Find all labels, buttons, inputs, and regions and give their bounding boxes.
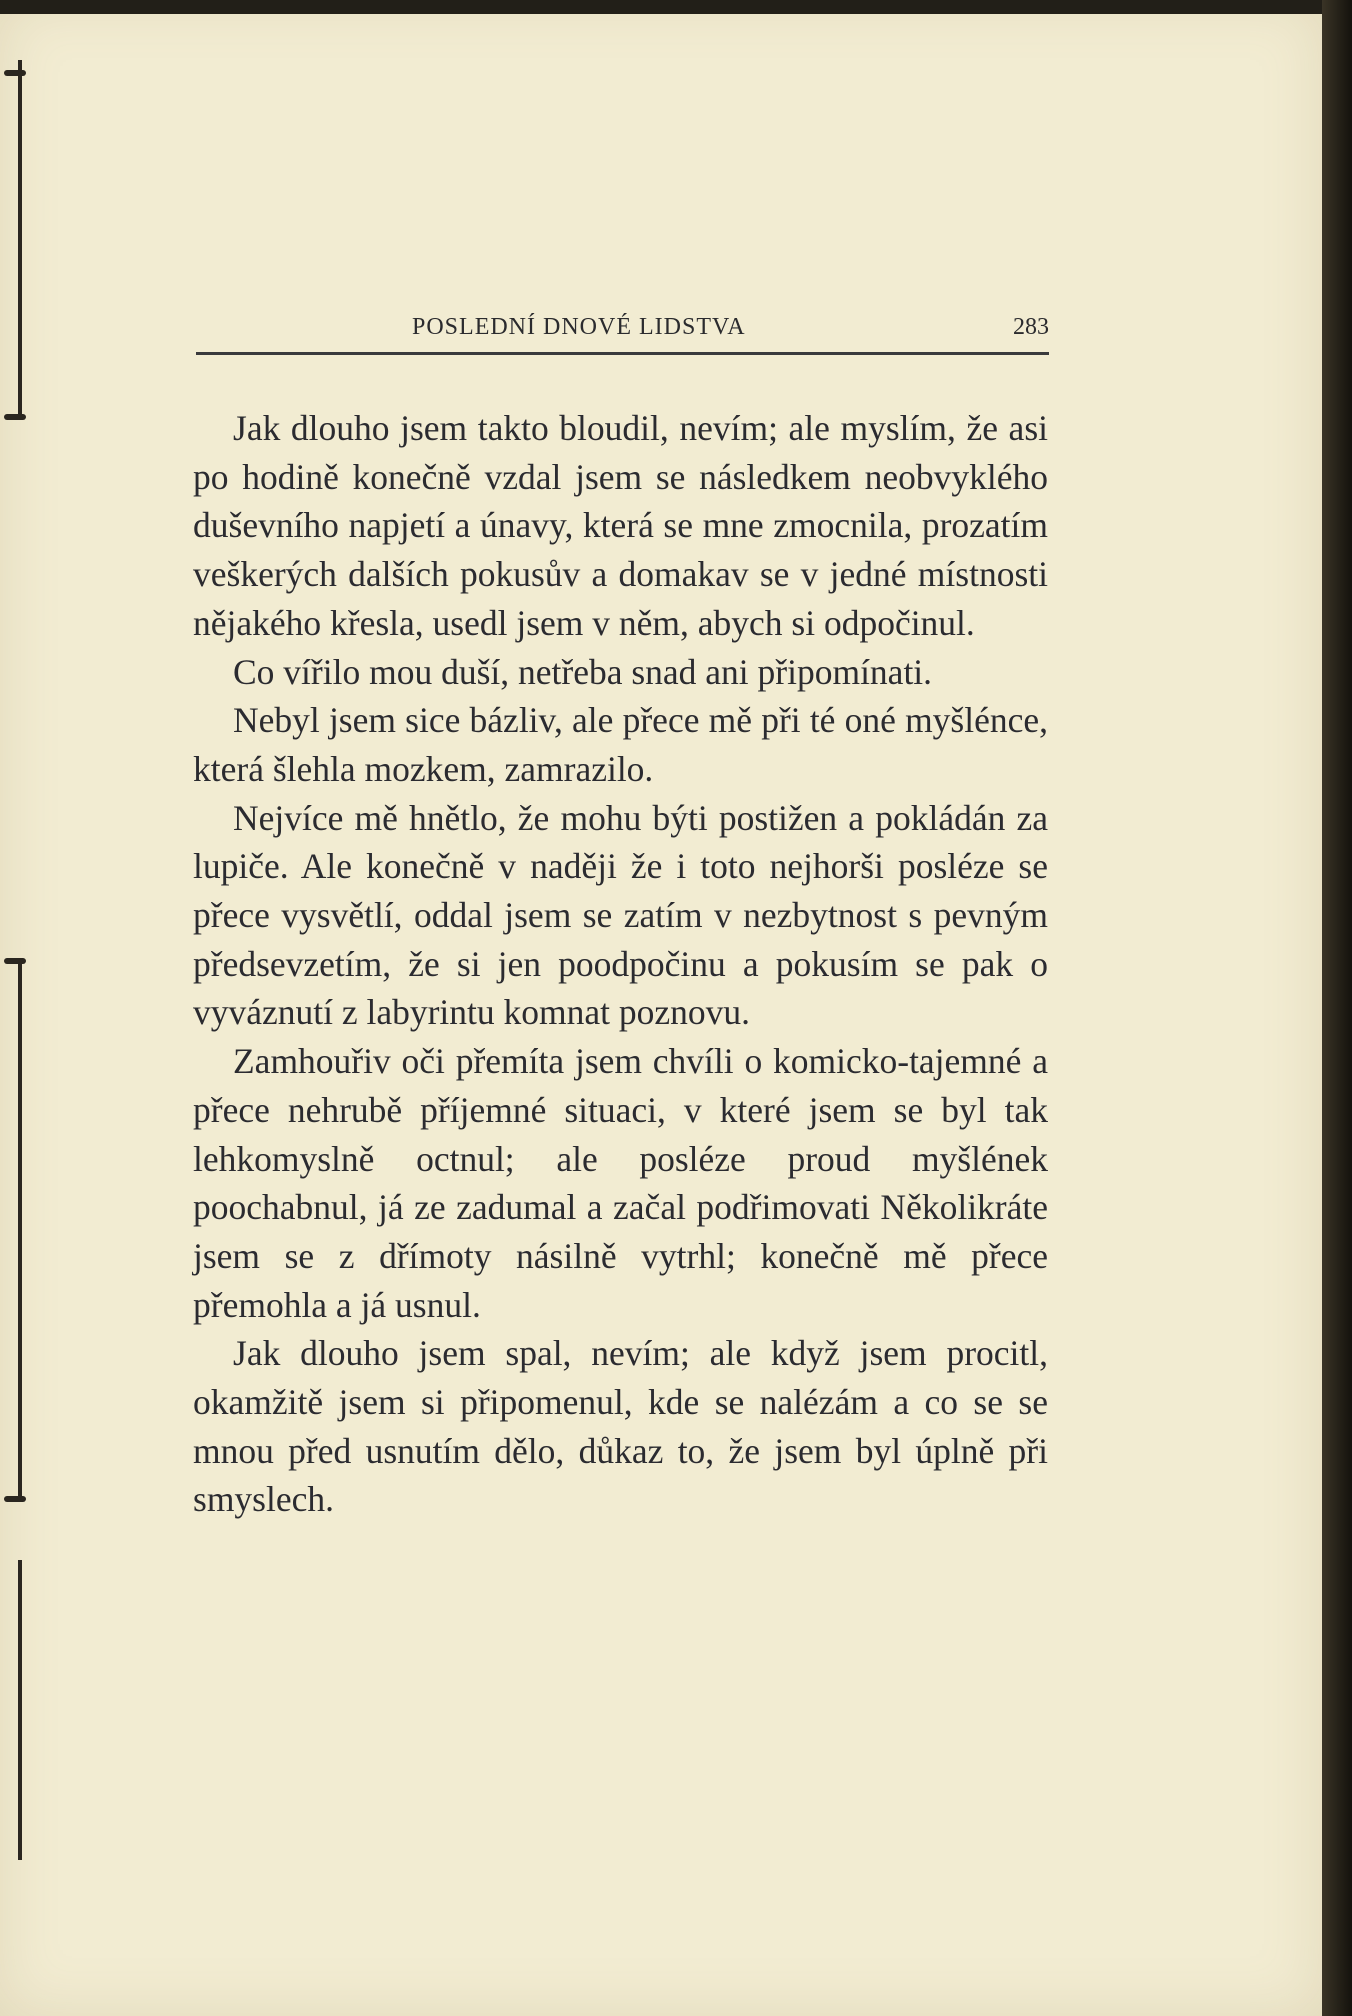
scan-top-edge bbox=[0, 0, 1352, 14]
binding-edge-line bbox=[18, 1560, 22, 1860]
binding-edge-line bbox=[18, 960, 22, 1500]
binding-mark bbox=[4, 70, 26, 76]
binding-mark bbox=[4, 1496, 26, 1502]
paragraph: Jak dlouho jsem takto bloudil, nevím; ale myslím, že asi po hodině konečně vzdal jsem se následkem neobvyklého duševního napjetí a únavy, která se mne zmocnila, prozatím veškerých dalších pokusův a domakav se v jedné místnosti nějakého křesla, usedl jsem v něm, abych si odpočinul. bbox=[193, 408, 1048, 643]
running-header bbox=[196, 310, 1049, 356]
page-number: 283 bbox=[1013, 314, 1049, 340]
paragraph: Zamhouřiv oči přemíta jsem chvíli o komicko-tajemné a přece nehrubě příjemné situaci, v které jsem se byl tak lehkomyslně octnul; ale posléze proud myšlének poochabnul, já ze zadumal a začal podřimovati Několikráte jsem se z dřímoty násilně vytrhl; konečně mě přece přemohla a já usnul. bbox=[193, 1041, 1048, 1325]
paragraph: Co vířilo mou duší, netřeba snad ani připomínati. bbox=[233, 651, 933, 692]
header-rule bbox=[196, 352, 1049, 355]
running-title: POSLEDNÍ DNOVÉ LIDSTVA bbox=[412, 314, 746, 340]
paragraph: Jak dlouho jsem spal, nevím; ale když jsem procitl, okamžitě jsem si připomenul, kde se nalézám a co se se mnou před usnutím dělo, důkaz to, že jsem byl úplně při smyslech. bbox=[193, 1333, 1048, 1520]
binding-mark bbox=[4, 414, 26, 420]
binding-mark bbox=[4, 958, 26, 964]
body-text bbox=[193, 404, 1048, 1524]
binding-edge-line bbox=[18, 60, 22, 420]
paragraph: Nebyl jsem sice bázliv, ale přece mě při té oné myšlénce, která šlehla mozkem, zamrazilo. bbox=[193, 700, 1048, 789]
scan-right-edge bbox=[1322, 0, 1352, 2016]
paragraph: Nejvíce mě hnětlo, že mohu býti postižen a pokládán za lupiče. Ale konečně v naději že i toto nejhorši posléze se přece vysvětlí, oddal jsem se zatím v nezbytnost s pevným předsevzetím, že si jen poodpočinu a pokusím se pak o vyváznutí z labyrintu komnat poznovu. bbox=[193, 797, 1048, 1033]
